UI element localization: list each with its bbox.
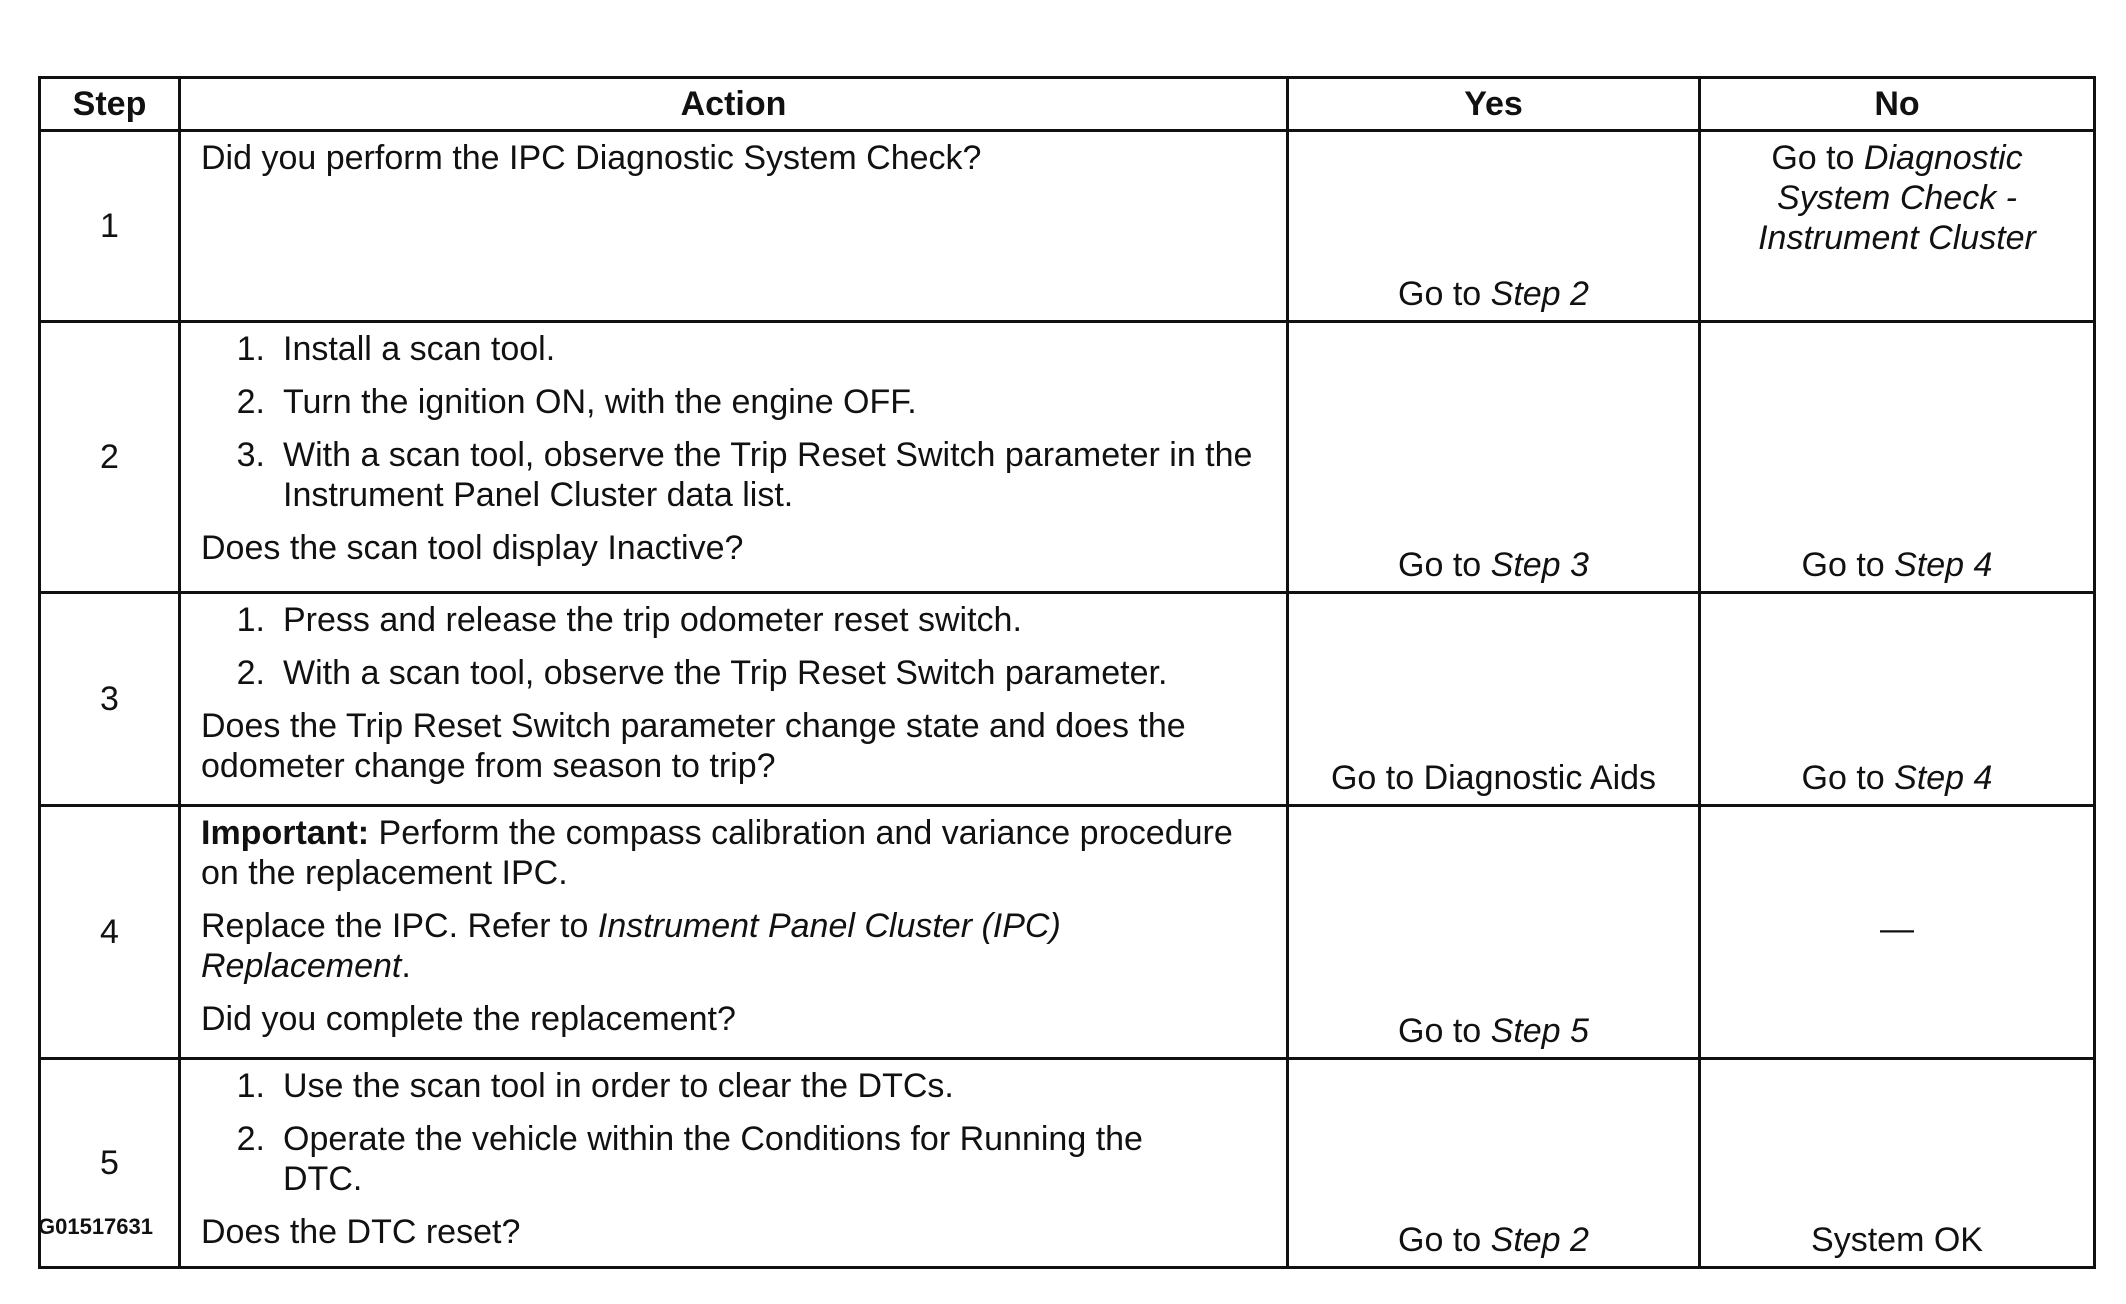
list-item-text: Turn the ignition ON, with the engine OFF.	[283, 383, 917, 421]
no-dash: —	[1880, 910, 1914, 948]
yes-prefix: Go to	[1398, 1012, 1491, 1050]
replace-prefix: Replace the IPC. Refer to	[201, 907, 598, 945]
list-item-number: 3.	[236, 436, 265, 474]
yes-prefix: Go to	[1398, 275, 1491, 313]
figure-code: G01517631	[38, 1214, 153, 1239]
action-question: Does the Trip Reset Switch parameter change state and does the odometer change from season to trip?	[201, 707, 1186, 785]
yes-cell	[1288, 1059, 1700, 1268]
list-item-text: With a scan tool, observe the Trip Reset Switch parameter in the Instrument Panel Cluster data list.	[283, 436, 1253, 514]
action-cell	[180, 322, 1288, 593]
list-item	[201, 382, 1272, 422]
action-question: Does the scan tool display Inactive?	[201, 529, 744, 567]
list-item	[201, 1066, 1272, 1106]
list-item-number: 1.	[236, 1067, 265, 1105]
yes-prefix: Go to	[1398, 1221, 1491, 1259]
list-item-number: 1.	[236, 330, 265, 368]
yes-step-link[interactable]: Step 2	[1490, 1221, 1589, 1259]
table-row	[40, 322, 2095, 593]
yes-cell	[1288, 322, 1700, 593]
no-cell	[1700, 131, 2095, 322]
list-item	[201, 329, 1272, 369]
list-item-text: Press and release the trip odometer reset switch.	[283, 601, 1022, 639]
no-step-link[interactable]: Step 4	[1894, 759, 1993, 797]
list-item	[201, 600, 1272, 640]
list-item-number: 2.	[236, 383, 265, 421]
important-label: Important:	[201, 814, 370, 852]
replace-instruction	[201, 906, 1272, 986]
no-cell	[1700, 806, 2095, 1059]
step-number: 2	[40, 322, 180, 593]
yes-cell	[1288, 131, 1700, 322]
list-item-text: Install a scan tool.	[283, 330, 556, 368]
list-item-text: Use the scan tool in order to clear the DTCs.	[283, 1067, 954, 1105]
list-item-number: 2.	[236, 1120, 265, 1158]
no-prefix: Go to	[1801, 759, 1895, 797]
yes-step-link[interactable]: Step 3	[1490, 546, 1589, 584]
header-no: No	[1700, 78, 2095, 131]
header-action: Action	[180, 78, 1288, 131]
no-procedure-link[interactable]: Diagnostic System Check - Instrument Cluster	[1758, 139, 2036, 257]
yes-step-link[interactable]: Step 5	[1490, 1012, 1589, 1050]
action-cell	[180, 131, 1288, 322]
action-question: Does the DTC reset?	[201, 1213, 521, 1251]
table-row	[40, 131, 2095, 322]
action-steps-list	[201, 1066, 1272, 1199]
list-item-text: With a scan tool, observe the Trip Reset Switch parameter.	[283, 654, 1168, 692]
action-question: Did you perform the IPC Diagnostic System Check?	[201, 139, 982, 177]
yes-cell	[1288, 593, 1700, 806]
list-item	[201, 1119, 1272, 1199]
yes-diagnostic-aids-link[interactable]: Go to Diagnostic Aids	[1330, 759, 1657, 797]
list-item-number: 2.	[236, 654, 265, 692]
important-note	[201, 813, 1272, 893]
table-row	[40, 806, 2095, 1059]
list-item	[201, 435, 1272, 515]
step-number: 5	[40, 1059, 180, 1268]
important-text: Perform the compass calibration and variance procedure on the replacement IPC.	[201, 814, 1233, 892]
no-system-ok: System OK	[1811, 1221, 1983, 1259]
step-number: 4	[40, 806, 180, 1059]
table-header-row	[40, 78, 2095, 131]
action-cell	[180, 593, 1288, 806]
action-steps-list	[201, 329, 1272, 515]
action-steps-list	[201, 600, 1272, 693]
step-number: 1	[40, 131, 180, 322]
header-step: Step	[40, 78, 180, 131]
replacement-procedure-link[interactable]: Instrument Panel Cluster (IPC) Replacement	[201, 907, 1061, 985]
no-prefix: Go to	[1771, 139, 1864, 177]
yes-step-link[interactable]: Step 2	[1490, 275, 1589, 313]
replace-suffix: .	[401, 947, 411, 985]
action-cell	[180, 1059, 1288, 1268]
table-row	[40, 593, 2095, 806]
no-step-link[interactable]: Step 4	[1894, 546, 1993, 584]
list-item-text: Operate the vehicle within the Conditions for Running the DTC.	[283, 1120, 1143, 1198]
header-yes: Yes	[1288, 78, 1700, 131]
action-cell	[180, 806, 1288, 1059]
yes-cell	[1288, 806, 1700, 1059]
yes-prefix: Go to	[1398, 546, 1491, 584]
list-item-number: 1.	[236, 601, 265, 639]
no-cell	[1700, 322, 2095, 593]
no-cell	[1700, 593, 2095, 806]
action-question: Did you complete the replacement?	[201, 1000, 736, 1038]
step-number: 3	[40, 593, 180, 806]
no-prefix: Go to	[1801, 546, 1895, 584]
diagnostic-table	[38, 76, 2096, 1269]
list-item	[201, 653, 1272, 693]
no-cell	[1700, 1059, 2095, 1268]
table-row	[40, 1059, 2095, 1268]
